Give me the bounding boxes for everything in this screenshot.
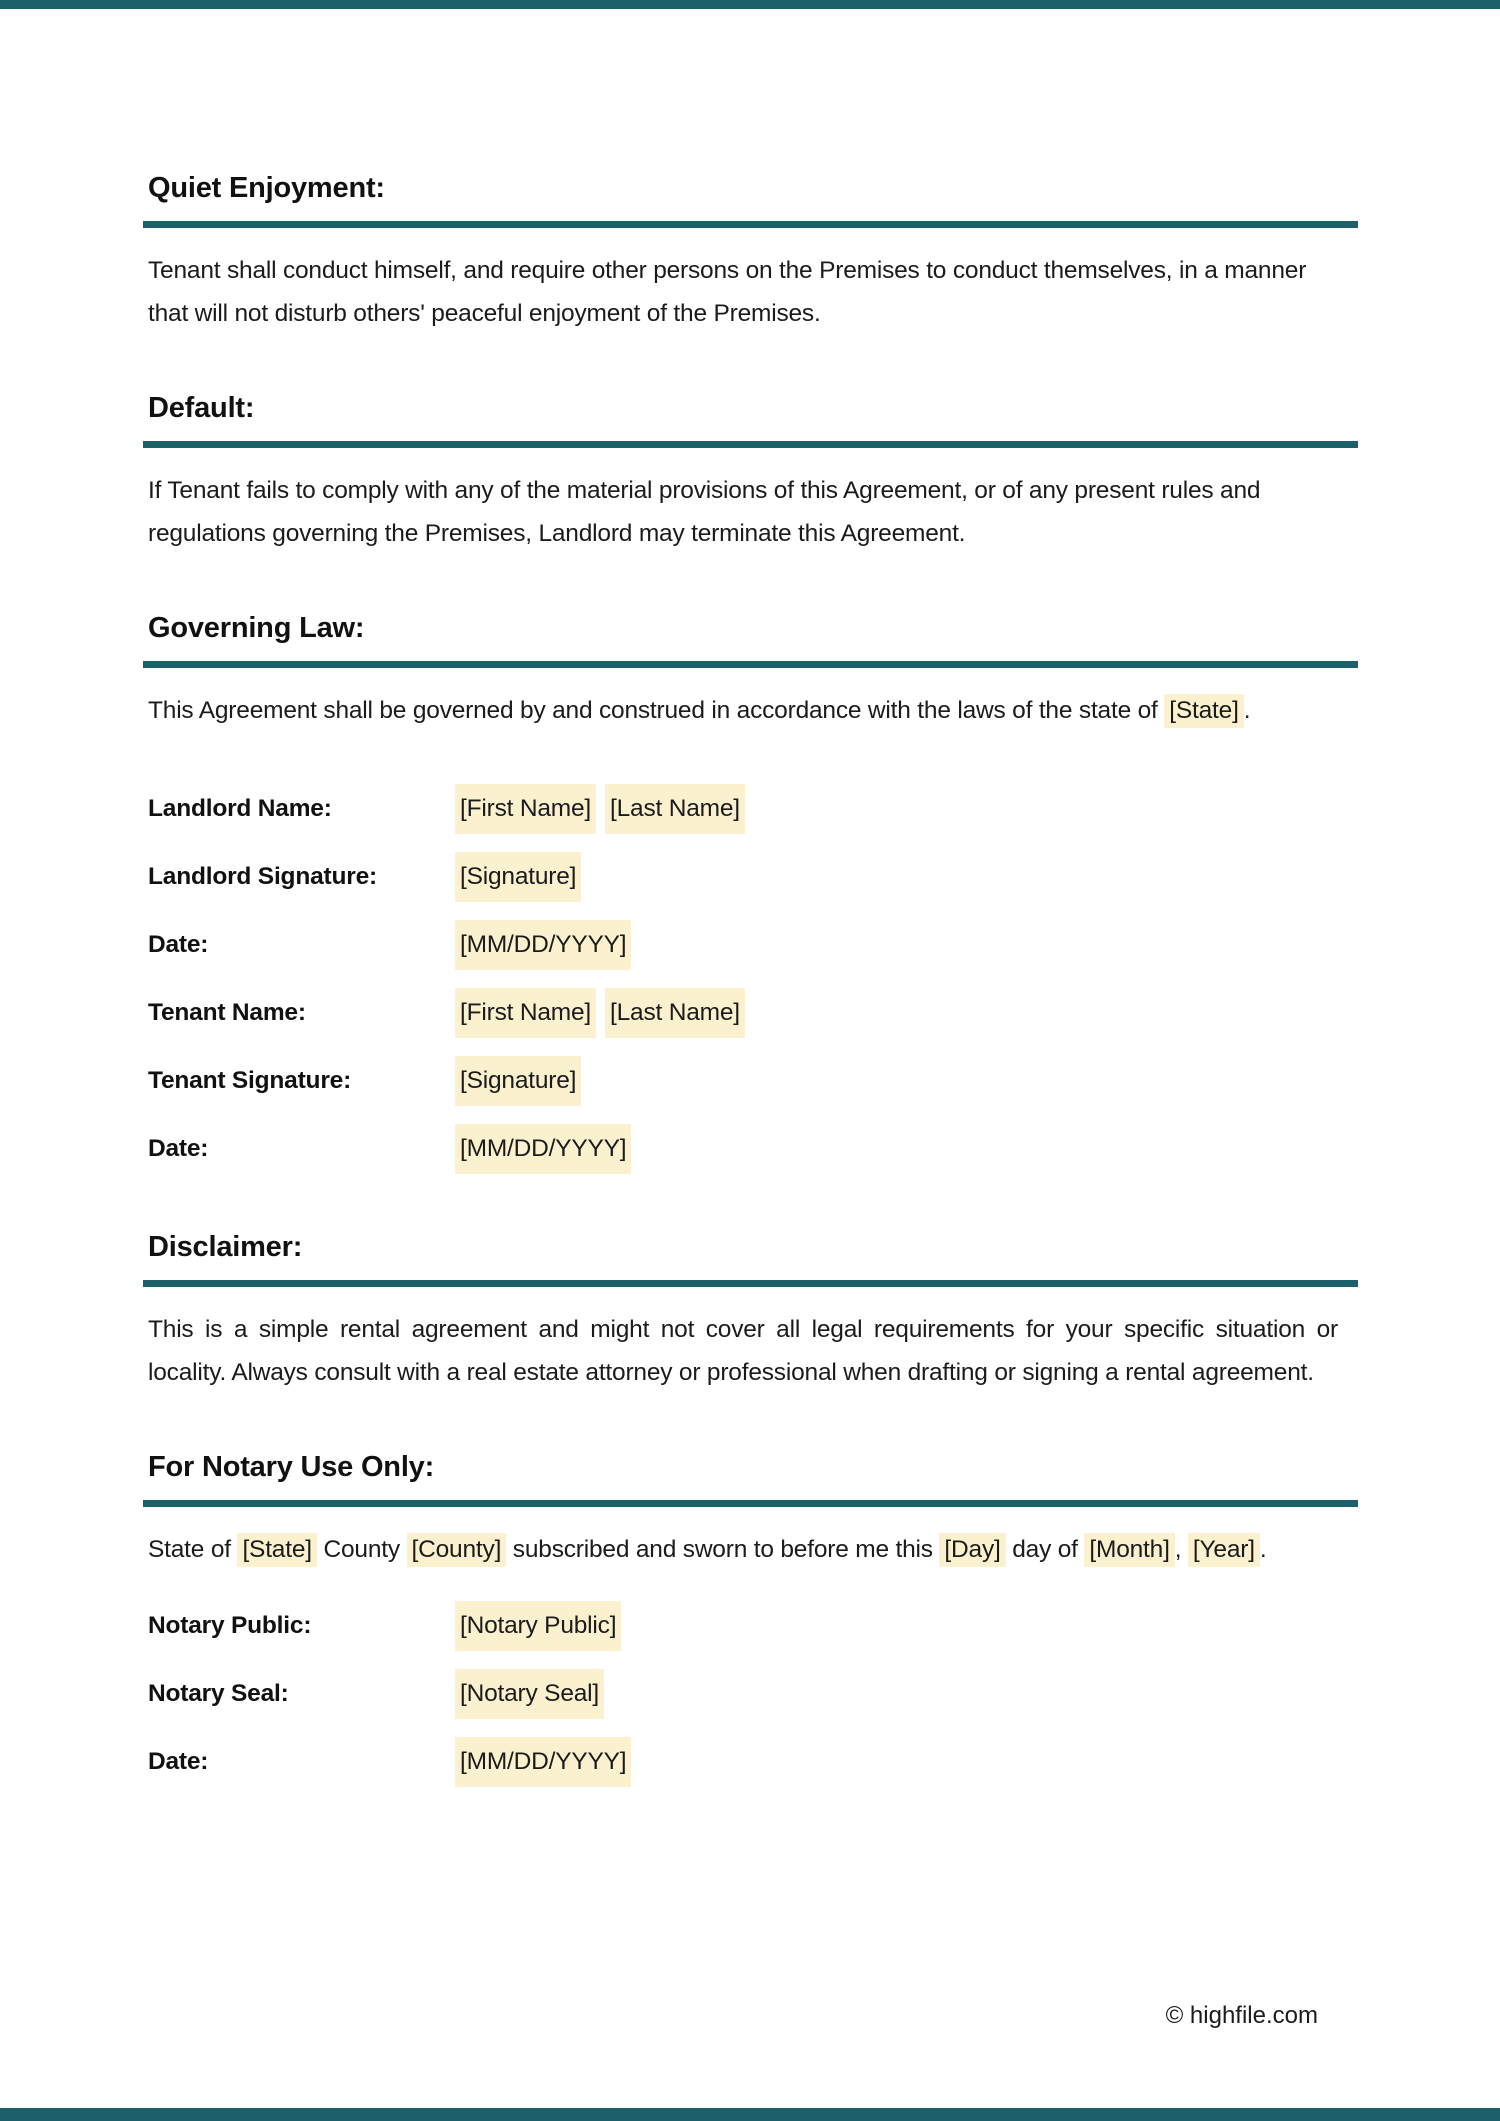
placeholder-day: [Day] [939,1533,1005,1567]
notary-intro-text: day of [1005,1536,1085,1563]
section-rule [143,1280,1358,1287]
placeholder-date: [MM/DD/YYYY] [455,1124,631,1174]
notary-intro-text: County [316,1536,407,1563]
placeholder-first-name: [First Name] [455,988,596,1038]
section-paragraph-default: If Tenant fails to comply with any of the material provisions of this Agreement, or of any present rules and regulations governing the Premises, Landlord may terminate this Agreement. [148,477,1261,547]
field-label: Tenant Signature: [148,1067,352,1094]
field-label: Landlord Signature: [148,863,377,890]
placeholder-month: [Month] [1084,1533,1174,1567]
field-row-notary-seal [148,1669,1338,1719]
section-heading-disclaimer: Disclaimer: [148,1231,303,1263]
placeholder-date: [MM/DD/YYYY] [455,920,631,970]
placeholder-last-name: [Last Name] [605,988,745,1038]
section-default [148,391,1338,555]
section-rule [143,221,1358,228]
section-heading-governing-law: Governing Law: [148,612,365,644]
notary-intro-text: , [1174,1536,1188,1563]
placeholder-last-name: [Last Name] [605,784,745,834]
field-value [455,852,581,902]
field-row-tenant-signature [148,1056,1338,1106]
notary-intro-text: subscribed and sworn to before me this [506,1536,940,1563]
placeholder-year: [Year] [1188,1533,1260,1567]
placeholder-notary-seal: [Notary Seal] [455,1669,604,1719]
notary-intro-text: State of [148,1536,238,1563]
placeholder-first-name: [First Name] [455,784,596,834]
field-label: Tenant Name: [148,999,306,1026]
field-label: Landlord Name: [148,795,332,822]
field-value [455,920,631,970]
notary-intro-text: . [1259,1536,1267,1563]
document-content [0,9,1500,2108]
footer-credit: © highfile.com [1165,2002,1318,2029]
field-row-notary-date [148,1737,1338,1787]
bottom-accent-bar [0,2108,1500,2121]
section-paragraph-governing-law [148,689,1338,732]
placeholder-state: [State] [1164,694,1243,728]
field-row-landlord-name [148,784,1338,834]
field-value [455,988,745,1038]
placeholder-signature: [Signature] [455,1056,581,1106]
section-governing-law [148,611,1338,1174]
placeholder-state: [State] [237,1533,316,1567]
placeholder-county: [County] [407,1533,507,1567]
field-value [455,784,745,834]
section-heading-notary: For Notary Use Only: [148,1451,435,1483]
section-paragraph-quiet-enjoyment: Tenant shall conduct himself, and require other persons on the Premises to conduct themselves, in a manner that will not disturb others' peaceful enjoyment of the Premises. [148,257,1307,327]
section-rule [143,661,1358,668]
field-label: Date: [148,1135,209,1162]
field-label: Date: [148,1748,209,1775]
placeholder-signature: [Signature] [455,852,581,902]
field-row-tenant-date [148,1124,1338,1174]
field-value [455,1056,581,1106]
section-heading-default: Default: [148,392,255,424]
field-label: Notary Public: [148,1612,312,1639]
top-accent-bar [0,0,1500,9]
field-value [455,1601,621,1651]
field-label: Date: [148,931,209,958]
field-row-tenant-name [148,988,1338,1038]
signature-fields-block [148,784,1338,1174]
placeholder-date: [MM/DD/YYYY] [455,1737,631,1787]
section-heading-quiet-enjoyment: Quiet Enjoyment: [148,172,385,204]
section-paragraph-disclaimer: This is a simple rental agreement and might not cover all legal requirements for your specific situation or locality. Always consult with a real estate attorney or professional when drafting or signing a rental agreement. [148,1316,1338,1386]
governing-law-text: This Agreement shall be governed by and construed in accordance with the laws of the state of [148,697,1165,724]
section-quiet-enjoyment [148,171,1338,335]
section-notary [148,1450,1338,1787]
field-value [455,1124,631,1174]
notary-intro-paragraph [148,1528,1338,1571]
governing-law-text-suffix: . [1243,697,1251,724]
section-rule [143,441,1358,448]
notary-fields-block [148,1601,1338,1787]
section-rule [143,1500,1358,1507]
field-row-landlord-signature [148,852,1338,902]
field-label: Notary Seal: [148,1680,289,1707]
placeholder-notary-public: [Notary Public] [455,1601,621,1651]
field-row-notary-public [148,1601,1338,1651]
section-disclaimer [148,1230,1338,1394]
field-value [455,1737,631,1787]
field-value [455,1669,604,1719]
field-row-landlord-date [148,920,1338,970]
